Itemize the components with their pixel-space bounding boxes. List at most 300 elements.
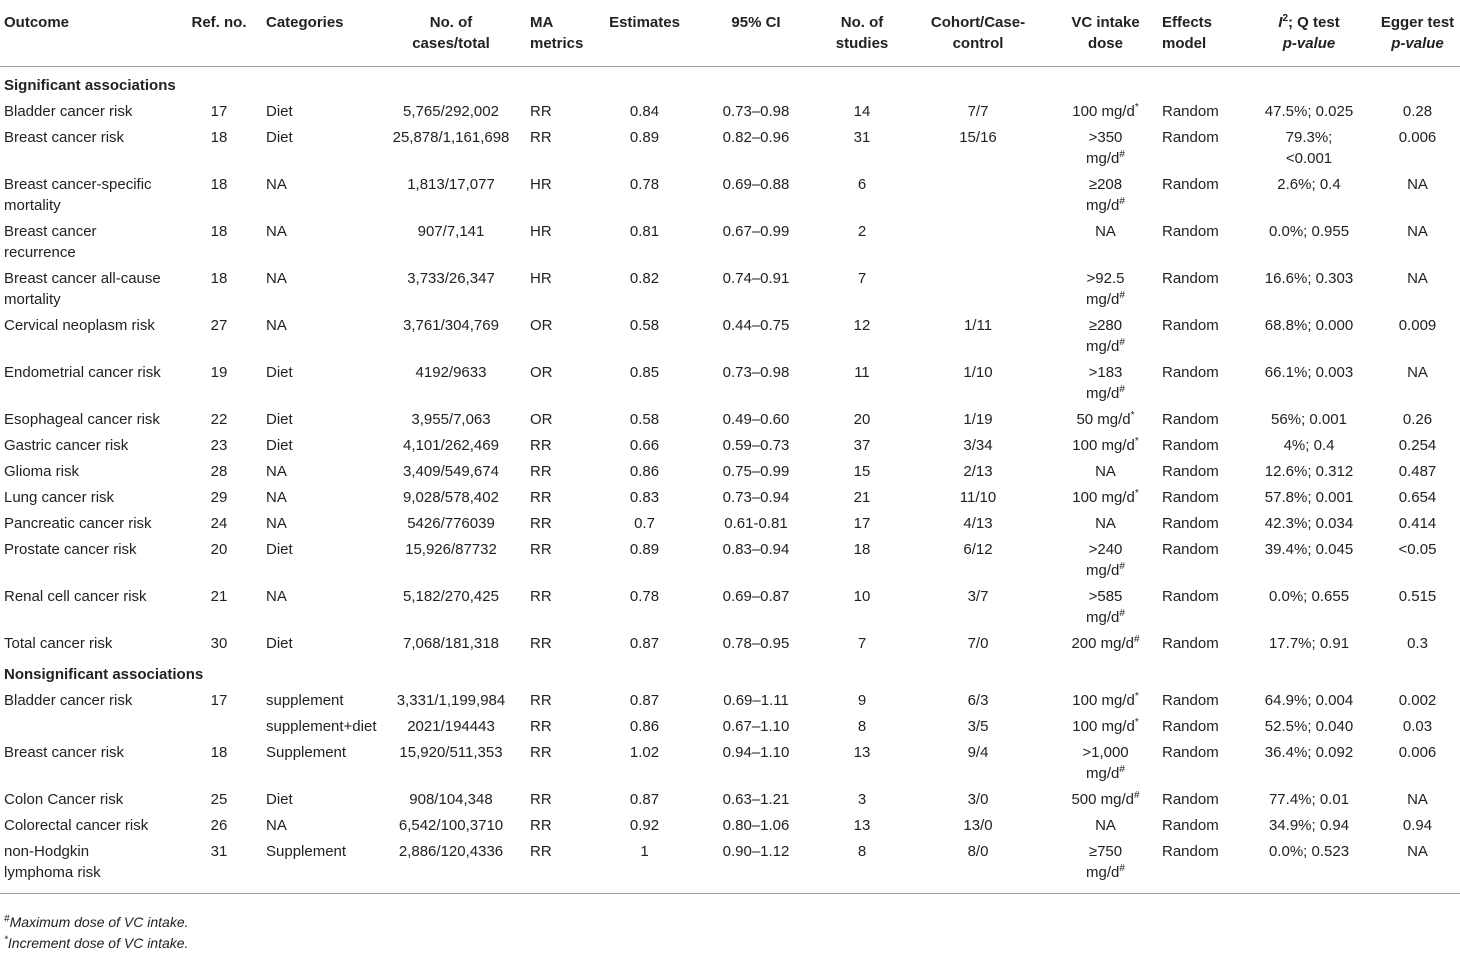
studies-cell: 14 [853,102,871,120]
table-row [0,98,1460,124]
cohort-cell: 3/7 [967,587,989,605]
cases-cell: 15,920/511,353 [399,743,503,761]
egger-cell: <0.05 [1398,540,1437,558]
table-row [0,124,1460,171]
category-cell: NA [266,462,287,480]
category-cell: NA [266,514,287,532]
heterogeneity-cell: 42.3%; 0.034 [1264,514,1354,532]
ma-cell: RR [530,102,552,120]
category-cell: Diet [266,540,293,558]
estimate-cell: 0.81 [629,222,660,240]
ci-cell: 0.73–0.98 [722,363,790,381]
ref-cell [176,713,262,739]
studies-cell: 13 [853,743,871,761]
dose-cell: >1,000 mg/d# [1082,743,1129,782]
ma-cell: RR [530,717,552,735]
cases-cell: 1,813/17,077 [407,175,495,193]
ci-cell: 0.82–0.96 [722,128,790,146]
effects-cell: Random [1162,269,1219,287]
effects-cell: Random [1162,634,1219,652]
egger-cell: 0.28 [1402,102,1433,120]
studies-cell: 13 [853,816,871,834]
dose-cell: >92.5 mg/d# [1086,269,1125,308]
estimate-cell: 0.92 [629,816,660,834]
heterogeneity-cell: 17.7%; 0.91 [1268,634,1350,652]
studies-cell: 7 [857,634,867,652]
estimate-cell: 0.78 [629,175,660,193]
outcome-cell: Breast cancer risk [4,128,125,146]
studies-cell: 2 [857,222,867,240]
col-egger: Egger test p-value [1375,4,1460,67]
estimate-cell: 1.02 [629,743,660,761]
ci-cell: 0.67–1.10 [722,717,790,735]
effects-cell: Random [1162,102,1219,120]
studies-cell: 17 [853,514,871,532]
estimate-cell: 0.87 [629,634,660,652]
cohort-cell: 11/10 [959,488,997,506]
ref-cell: 18 [210,175,228,193]
ci-cell: 0.67–0.99 [722,222,790,240]
cohort-cell: 9/4 [967,743,989,761]
studies-cell: 31 [853,128,871,146]
cases-cell: 5426/776039 [407,514,495,532]
category-cell: Supplement [266,743,347,761]
heterogeneity-cell: 66.1%; 0.003 [1264,363,1354,381]
category-cell: Diet [266,363,293,381]
ref-cell: 21 [210,587,228,605]
studies-cell: 12 [853,316,871,334]
ci-cell: 0.78–0.95 [722,634,790,652]
heterogeneity-cell: 16.6%; 0.303 [1264,269,1354,287]
cohort-cell: 1/11 [963,316,993,334]
ci-cell: 0.44–0.75 [722,316,790,334]
cases-cell: 907/7,141 [417,222,485,240]
ma-cell: RR [530,436,552,454]
ref-cell: 17 [210,102,228,120]
col-cases: No. of cases/total [376,4,526,67]
cases-cell: 908/104,348 [409,790,493,808]
studies-cell: 37 [853,436,871,454]
effects-cell: Random [1162,691,1219,709]
ref-cell: 18 [210,743,228,761]
outcome-cell [0,713,176,739]
egger-cell: 0.009 [1398,316,1437,334]
dose-cell: >350 mg/d# [1086,128,1125,167]
estimate-cell: 0.58 [629,410,660,428]
header-row [0,4,1460,67]
outcome-cell: Colon Cancer risk [4,790,124,808]
cohort-cell: 3/5 [967,717,989,735]
col-dose: VC intake dose [1053,4,1158,67]
table-row [0,536,1460,583]
estimate-cell: 0.87 [629,691,660,709]
col-categories: Categories [262,4,376,67]
estimate-cell: 0.66 [629,436,660,454]
estimate-cell: 0.87 [629,790,660,808]
cases-cell: 6,542/100,3710 [398,816,504,834]
cases-cell: 9,028/578,402 [403,488,499,506]
ma-cell: RR [530,743,552,761]
category-cell: NA [266,587,287,605]
ref-cell: 18 [210,128,228,146]
table-row [0,218,1460,265]
effects-cell: Random [1162,514,1219,532]
footnote-increment-dose: *Increment dose of VC intake. [4,934,189,951]
table-row [0,838,1460,893]
egger-cell: 0.487 [1398,462,1437,480]
heterogeneity-cell: 68.8%; 0.000 [1264,316,1354,334]
ref-cell: 24 [210,514,228,532]
studies-cell: 10 [853,587,871,605]
effects-cell: Random [1162,363,1219,381]
heterogeneity-cell: 77.4%; 0.01 [1268,790,1350,808]
outcome-cell: Breast cancer recurrence [4,222,97,261]
cases-cell: 2021/194443 [407,717,495,735]
egger-cell: 0.03 [1402,717,1433,735]
table-row [0,739,1460,786]
ma-cell: OR [530,363,553,381]
egger-cell: 0.515 [1398,587,1437,605]
egger-cell: NA [1407,222,1428,240]
cohort-cell [903,218,1053,265]
ci-cell: 0.69–0.87 [722,587,790,605]
ref-cell: 18 [210,222,228,240]
ma-cell: HR [530,175,552,193]
studies-cell: 3 [857,790,867,808]
table-row [0,359,1460,406]
egger-cell: NA [1407,790,1428,808]
dose-cell: >240 mg/d# [1086,540,1125,579]
ref-cell: 26 [210,816,228,834]
ma-cell: RR [530,790,552,808]
estimate-cell: 0.83 [629,488,660,506]
heterogeneity-cell: 56%; 0.001 [1271,410,1347,428]
effects-cell: Random [1162,790,1219,808]
section-label: Significant associations [4,77,176,94]
heterogeneity-cell: 0.0%; 0.955 [1268,222,1350,240]
table-row [0,432,1460,458]
ci-cell: 0.94–1.10 [722,743,790,761]
cohort-cell: 2/13 [963,462,993,480]
table-row [0,812,1460,838]
studies-cell: 18 [853,540,871,558]
table-row [0,786,1460,812]
table-row [0,687,1460,713]
results-table [0,4,1460,894]
outcome-cell: Pancreatic cancer risk [4,514,152,532]
ref-cell: 18 [210,269,228,287]
studies-cell: 20 [853,410,871,428]
dose-cell: 500 mg/d# [1071,789,1140,808]
heterogeneity-cell: 4%; 0.4 [1283,436,1335,454]
category-cell: supplement+diet [266,717,377,735]
cases-cell: 5,182/270,425 [403,587,499,605]
category-cell: supplement [266,691,344,709]
egger-cell: 0.3 [1407,634,1428,652]
ma-cell: RR [530,488,552,506]
outcome-cell: non-Hodgkin lymphoma risk [0,838,176,893]
egger-cell: NA [1407,175,1428,193]
col-cohort: Cohort/Case- control [903,4,1053,67]
ref-cell: 31 [176,838,262,893]
cohort-cell [903,265,1053,312]
ref-cell: 27 [210,316,228,334]
table-row [0,484,1460,510]
dose-cell: 100 mg/d* [1072,716,1139,735]
estimate-cell: 0.78 [629,587,660,605]
ref-cell: 17 [210,691,228,709]
dose-cell: 100 mg/d* [1072,690,1139,709]
category-cell: NA [266,316,287,334]
dose-cell: 50 mg/d* [1076,409,1135,428]
ci-cell: 0.90–1.12 [691,838,821,893]
category-cell: Diet [266,436,293,454]
ref-cell: 19 [210,363,228,381]
dose-cell: 100 mg/d* [1072,101,1139,120]
cohort-cell: 1/10 [963,363,993,381]
outcome-cell: Cervical neoplasm risk [4,316,155,334]
outcome-cell: Total cancer risk [4,634,113,652]
section-nonsignificant [0,656,1460,687]
dose-cell: NA [1095,816,1116,834]
category-cell: Diet [266,102,293,120]
dose-cell: >585 mg/d# [1086,587,1125,626]
ma-cell: RR [530,587,552,605]
estimate-cell: 0.89 [629,540,660,558]
ma-cell: RR [530,514,552,532]
heterogeneity-cell: 34.9%; 0.94 [1268,816,1350,834]
section-significant [0,67,1460,99]
col-estimates: Estimates [598,4,691,67]
studies-cell: 15 [853,462,871,480]
table-row [0,630,1460,656]
ref-cell: 22 [210,410,228,428]
egger-cell: 0.654 [1398,488,1437,506]
cases-cell: 4,101/262,469 [403,436,499,454]
dose-cell: >183 mg/d# [1086,363,1125,402]
category-cell: Supplement [262,838,376,893]
effects-cell: Random [1162,717,1219,735]
outcome-cell: Breast cancer risk [4,743,125,761]
egger-cell: NA [1375,838,1460,893]
cases-cell: 3,955/7,063 [411,410,491,428]
ma-cell: HR [530,269,552,287]
studies-cell: 8 [821,838,903,893]
effects-cell: Random [1162,743,1219,761]
heterogeneity-cell: 0.0%; 0.655 [1268,587,1350,605]
cohort-cell [903,171,1053,218]
category-cell: Diet [266,128,293,146]
category-cell: Diet [266,410,293,428]
ma-cell: RR [526,838,598,893]
dose-cell: ≥280 mg/d# [1086,316,1125,355]
category-cell: NA [266,269,287,287]
cases-cell: 4192/9633 [415,363,487,381]
heterogeneity-cell: 52.5%; 0.040 [1264,717,1354,735]
estimate-cell: 0.86 [629,462,660,480]
ma-cell: RR [530,462,552,480]
effects-cell: Random [1162,540,1219,558]
estimate-cell: 0.85 [629,363,660,381]
outcome-cell: Breast cancer all-cause mortality [4,269,161,308]
dose-cell: NA [1095,222,1116,240]
outcome-cell: Bladder cancer risk [4,102,133,120]
effects-cell: Random [1162,816,1219,834]
effects-cell: Random [1162,316,1219,334]
ma-cell: RR [530,691,552,709]
ma-cell: RR [530,634,552,652]
category-cell: NA [266,488,287,506]
effects-cell: Random [1162,222,1219,240]
cases-cell: 3,409/549,674 [403,462,499,480]
ci-cell: 0.83–0.94 [722,540,790,558]
cohort-cell: 15/16 [959,128,997,146]
ci-cell: 0.61-0.81 [724,514,788,532]
effects-cell: Random [1162,462,1219,480]
table-row [0,510,1460,536]
effects-cell: Random [1158,838,1243,893]
cohort-cell: 1/19 [963,410,993,428]
outcome-cell: Esophageal cancer risk [4,410,160,428]
ref-cell: 23 [210,436,228,454]
dose-cell: 100 mg/d* [1072,435,1139,454]
ma-cell: OR [530,316,553,334]
cases-cell: 15,926/87732 [405,540,497,558]
dose-cell: NA [1095,462,1116,480]
table-row [0,265,1460,312]
dose-cell: ≥750 mg/d# [1053,838,1158,893]
estimate-cell: 0.82 [629,269,660,287]
col-ma: MA metrics [526,4,598,67]
ci-cell: 0.75–0.99 [722,462,790,480]
egger-cell: 0.94 [1402,816,1433,834]
cohort-cell: 6/3 [967,691,989,709]
cases-cell: 25,878/1,161,698 [392,128,510,146]
category-cell: NA [266,816,287,834]
estimate-cell: 0.84 [629,102,660,120]
dose-cell: ≥208 mg/d# [1086,175,1125,214]
category-cell: Diet [266,790,293,808]
heterogeneity-cell: 39.4%; 0.045 [1264,540,1354,558]
section-label: Nonsignificant associations [4,666,204,683]
footnote-max-dose: #Maximum dose of VC intake. [4,913,189,930]
col-effects: Effects model [1158,4,1243,67]
estimate-cell: 0.7 [634,514,655,532]
studies-cell: 9 [857,691,867,709]
egger-cell: 0.006 [1398,743,1437,761]
table-row [0,171,1460,218]
table-row [0,713,1460,739]
egger-cell: NA [1407,269,1428,287]
cohort-cell: 6/12 [963,540,993,558]
table-row [0,312,1460,359]
heterogeneity-cell: 79.3%; <0.001 [1285,128,1333,167]
dose-cell: 200 mg/d# [1071,633,1140,652]
egger-cell: 0.006 [1398,128,1437,146]
ref-cell: 20 [210,540,228,558]
ci-cell: 0.69–1.11 [723,691,789,709]
cases-cell: 3,733/26,347 [407,269,495,287]
ci-cell: 0.73–0.98 [722,102,790,120]
ci-cell: 0.63–1.21 [722,790,790,808]
cohort-cell: 13/0 [963,816,993,834]
ci-cell: 0.59–0.73 [722,436,790,454]
table-row [0,406,1460,432]
cases-cell: 5,765/292,002 [403,102,499,120]
ref-cell: 25 [210,790,228,808]
outcome-cell: Renal cell cancer risk [4,587,147,605]
egger-cell: 0.26 [1402,410,1433,428]
effects-cell: Random [1162,410,1219,428]
col-outcome: Outcome [0,4,176,67]
effects-cell: Random [1162,175,1219,193]
ma-cell: OR [530,410,553,428]
table-row [0,583,1460,630]
heterogeneity-cell: 64.9%; 0.004 [1264,691,1354,709]
cohort-cell: 7/7 [967,102,989,120]
estimate-cell: 0.86 [629,717,660,735]
outcome-cell: Glioma risk [4,462,80,480]
heterogeneity-cell: 12.6%; 0.312 [1264,462,1354,480]
col-studies: No. of studies [821,4,903,67]
effects-cell: Random [1162,436,1219,454]
studies-cell: 6 [857,175,867,193]
ci-cell: 0.49–0.60 [722,410,790,428]
cases-cell: 7,068/181,318 [403,634,499,652]
col-ci: 95% CI [691,4,821,67]
outcome-cell: Colorectal cancer risk [4,816,149,834]
ci-cell: 0.69–0.88 [722,175,790,193]
ma-cell: RR [530,540,552,558]
outcome-cell: Lung cancer risk [4,488,115,506]
studies-cell: 7 [857,269,867,287]
ci-cell: 0.74–0.91 [722,269,790,287]
cases-cell: 2,886/120,4336 [376,838,526,893]
egger-cell: 0.254 [1398,436,1437,454]
egger-cell: 0.002 [1398,691,1437,709]
col-ref: Ref. no. [176,4,262,67]
outcome-cell: Bladder cancer risk [4,691,133,709]
cohort-cell: 3/0 [967,790,989,808]
ci-cell: 0.80–1.06 [722,816,790,834]
ci-cell: 0.73–0.94 [722,488,790,506]
category-cell: Diet [266,634,293,652]
cases-cell: 3,761/304,769 [403,316,499,334]
estimate-cell: 0.89 [629,128,660,146]
effects-cell: Random [1162,128,1219,146]
col-heterogeneity: $I^2$; Q test p-value [1243,4,1375,67]
table-row [0,458,1460,484]
heterogeneity-cell: 36.4%; 0.092 [1264,743,1354,761]
category-cell: NA [266,222,287,240]
cohort-cell: 3/34 [963,436,993,454]
studies-cell: 8 [857,717,867,735]
studies-cell: 11 [854,363,870,381]
ma-cell: HR [530,222,552,240]
ref-cell: 29 [210,488,228,506]
heterogeneity-cell: 2.6%; 0.4 [1277,175,1341,193]
ma-cell: RR [530,816,552,834]
heterogeneity-cell: 57.8%; 0.001 [1264,488,1354,506]
cohort-cell: 4/13 [963,514,993,532]
cohort-cell: 8/0 [903,838,1053,893]
egger-cell: NA [1407,363,1428,381]
effects-cell: Random [1162,488,1219,506]
heterogeneity-cell: 47.5%; 0.025 [1264,102,1354,120]
cases-cell: 3,331/1,199,984 [396,691,506,709]
estimate-cell: 1 [598,838,691,893]
dose-cell: 100 mg/d* [1072,487,1139,506]
